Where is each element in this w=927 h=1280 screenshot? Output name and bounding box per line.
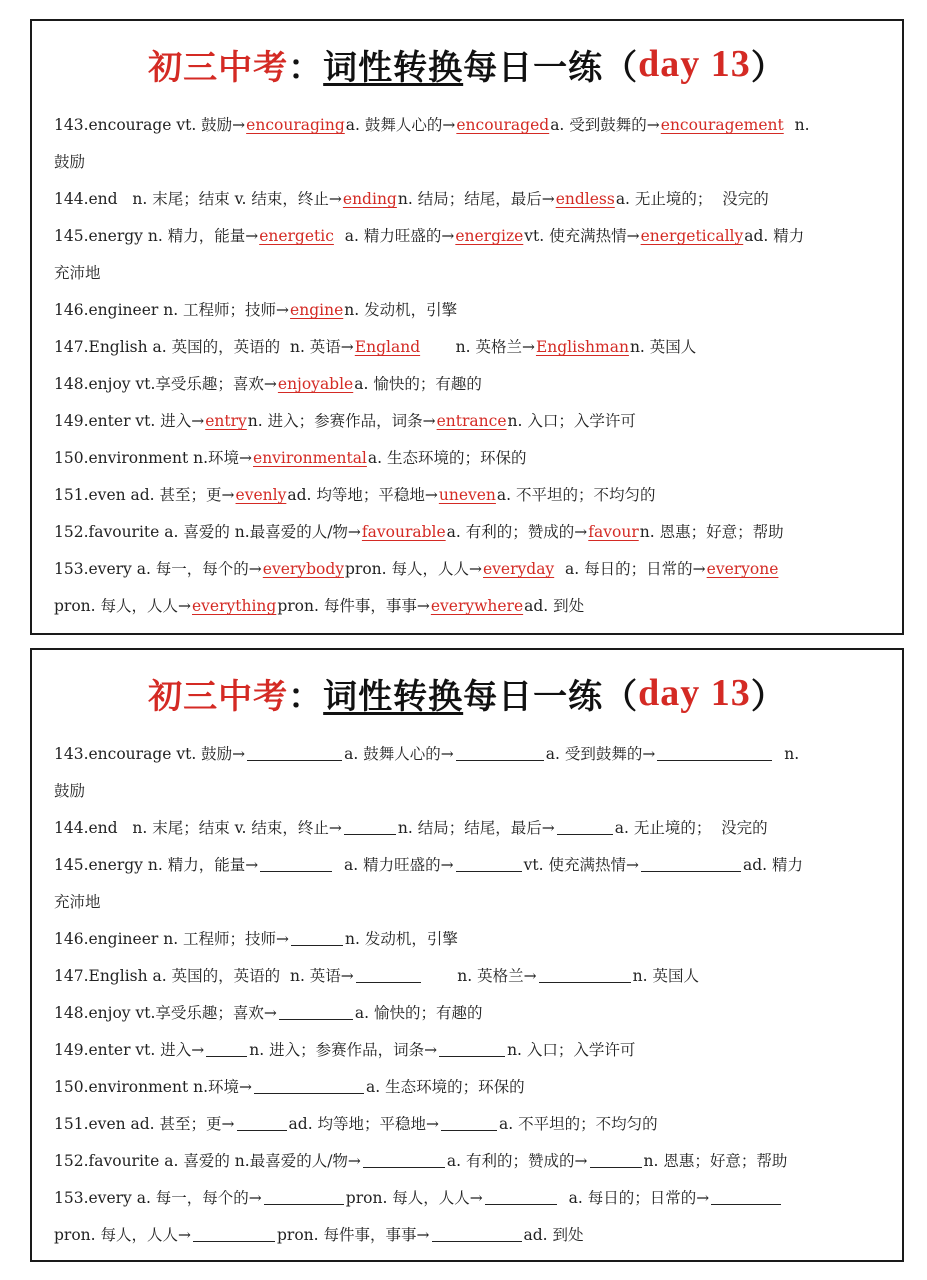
entry-text: n. 英国人: [629, 338, 697, 356]
entry-text: ad. 到处: [524, 597, 585, 615]
title-exam-label: 初三中考: [148, 676, 289, 717]
answer-blank[interactable]: [291, 930, 343, 946]
entry-text: n. 发动机，引擎: [344, 301, 458, 319]
entry-text: 150.environment n.环境→: [54, 449, 253, 467]
entry-text: a. 精力旺盛的→: [334, 856, 454, 874]
entry-text: n. 入口；入学许可: [507, 412, 636, 430]
entry-text: 143.encourage vt. 鼓励→: [54, 745, 246, 763]
entry-text: a. 每日的；日常的→: [555, 560, 706, 578]
entry-line: [54, 736, 902, 773]
entry-text: ad. 到处: [523, 1226, 584, 1244]
entry-text: 152.favourite a. 喜爱的 n.最喜爱的人/物→: [54, 523, 361, 541]
answer-word: favourable: [361, 523, 446, 541]
answer-word: uneven: [438, 486, 496, 504]
entry-text: 146.engineer n. 工程师；技师→: [54, 930, 290, 948]
entry-text: a. 愉快的；有趣的: [354, 375, 482, 393]
entry-text: 153.every a. 每一，每个的→: [54, 560, 262, 578]
answer-blank[interactable]: [247, 745, 342, 761]
title-colon: ：: [288, 47, 324, 88]
entry-text: n.: [784, 116, 810, 134]
answer-word: ending: [342, 190, 397, 208]
entry-line: [54, 255, 902, 292]
answer-blank[interactable]: [363, 1152, 445, 1168]
answer-sheet-panel: [30, 19, 904, 635]
answer-blank[interactable]: [456, 745, 544, 761]
answer-blank[interactable]: [237, 1115, 287, 1131]
entry-line: [54, 440, 902, 477]
blank-entries: [32, 736, 902, 1254]
entry-line: [54, 181, 902, 218]
entry-line: [54, 477, 902, 514]
entry-text: 149.enter vt. 进入→: [54, 412, 205, 430]
entry-text: 146.engineer n. 工程师；技师→: [54, 301, 290, 319]
entry-text: n. 恩惠；好意；帮助: [639, 523, 784, 541]
entry-line: [54, 1180, 902, 1217]
answer-word: encouraging: [246, 116, 345, 134]
answer-word: entry: [205, 412, 247, 430]
entry-line: [54, 773, 902, 810]
entry-text: a. 有利的；赞成的→: [446, 523, 588, 541]
answer-word: England: [354, 338, 421, 356]
answer-word: endless: [555, 190, 615, 208]
title-day: day 13: [638, 43, 751, 85]
entry-line: [54, 1217, 902, 1254]
entry-text: 148.enjoy vt.享受乐趣；喜欢→: [54, 1004, 277, 1022]
answer-word: energetically: [640, 227, 744, 245]
answer-blank[interactable]: [432, 1226, 522, 1242]
answer-word: encouragement: [660, 116, 784, 134]
answer-blank[interactable]: [590, 1152, 642, 1168]
entry-line: [54, 551, 902, 588]
entry-text: a. 不平坦的；不均匀的: [499, 1115, 658, 1133]
entry-line: [54, 995, 902, 1032]
title-day: day 13: [638, 672, 751, 714]
entry-text: 充沛地: [54, 893, 101, 911]
entry-text: 143.encourage vt. 鼓励→: [54, 116, 246, 134]
entry-text: pron. 每件事，事事→: [277, 1226, 430, 1244]
entry-text: n. 结局；结尾，最后→: [397, 819, 555, 837]
answer-entries: [32, 107, 902, 625]
blank-sheet-panel: [30, 648, 904, 1262]
entry-text: a. 受到鼓舞的→: [550, 116, 660, 134]
answer-word: energetic: [259, 227, 334, 245]
entry-line: [54, 1069, 902, 1106]
entry-text: 153.every a. 每一，每个的→: [54, 1189, 262, 1207]
entry-text: 145.energy n. 精力，能量→: [54, 227, 259, 245]
title-daily-practice: 每日一练: [463, 47, 604, 88]
entry-text: 150.environment n.环境→: [54, 1078, 253, 1096]
entry-text: n. 发动机，引擎: [345, 930, 458, 948]
entry-line: [54, 107, 902, 144]
entry-text: n. 恩惠；好意；帮助: [643, 1152, 788, 1170]
entry-line: [54, 1106, 902, 1143]
answer-word: enjoyable: [277, 375, 354, 393]
answer-blank[interactable]: [641, 856, 741, 872]
answer-word: Englishman: [535, 338, 629, 356]
entry-text: a. 生态环境的；环保的: [367, 449, 527, 467]
answer-word: entrance: [436, 412, 507, 430]
answer-blank[interactable]: [711, 1189, 781, 1205]
entry-text: n. 英国人: [632, 967, 699, 985]
answer-blank[interactable]: [206, 1041, 247, 1057]
entry-line: [54, 366, 902, 403]
entry-text: 145.energy n. 精力，能量→: [54, 856, 259, 874]
entry-text: a. 鼓舞人心的→: [344, 745, 454, 763]
entry-text: ad. 精力: [742, 856, 803, 874]
entry-line: [54, 292, 902, 329]
entry-text: 144.end n. 末尾；结束 v. 结束，终止→: [54, 819, 342, 837]
answer-blank[interactable]: [657, 745, 772, 761]
entry-text: 151.even ad. 甚至；更→: [54, 486, 235, 504]
entry-text: 鼓励: [54, 782, 86, 800]
entry-text: a. 生态环境的；环保的: [366, 1078, 525, 1096]
entry-text: pron. 每件事，事事→: [277, 597, 430, 615]
answer-blank[interactable]: [439, 1041, 505, 1057]
entry-text: n. 入口；入学许可: [507, 1041, 636, 1059]
answer-word: everywhere: [430, 597, 524, 615]
answer-blank[interactable]: [254, 1078, 364, 1094]
answer-word: encouraged: [456, 116, 550, 134]
answer-blank[interactable]: [356, 967, 421, 983]
entry-text: a. 愉快的；有趣的: [354, 1004, 483, 1022]
answer-blank[interactable]: [441, 1115, 497, 1131]
title-colon: ：: [288, 676, 324, 717]
entry-text: ad. 均等地；平稳地→: [287, 486, 438, 504]
entry-text: pron. 每人，人人→: [54, 1226, 191, 1244]
answer-word: everyday: [483, 560, 555, 578]
entry-line: [54, 847, 902, 884]
title-open-paren: （: [603, 47, 639, 88]
entry-line: [54, 958, 902, 995]
entry-text: pron. 每人，人人→: [345, 1189, 483, 1207]
answer-word: environmental: [253, 449, 367, 467]
title-close-paren: ）: [750, 47, 786, 88]
entry-text: a. 精力旺盛的→: [334, 227, 455, 245]
title-daily-practice: 每日一练: [463, 676, 604, 717]
answer-blank[interactable]: [193, 1226, 275, 1242]
entry-text: n. 结局；结尾，最后→: [397, 190, 555, 208]
answer-blank[interactable]: [344, 819, 396, 835]
entry-line: [54, 144, 902, 181]
entry-text: 149.enter vt. 进入→: [54, 1041, 205, 1059]
answer-blank[interactable]: [264, 1189, 344, 1205]
entry-text: n. 英格兰→: [421, 338, 535, 356]
entry-text: 152.favourite a. 喜爱的 n.最喜爱的人/物→: [54, 1152, 361, 1170]
answer-blank[interactable]: [279, 1004, 353, 1020]
entry-text: 151.even ad. 甚至；更→: [54, 1115, 235, 1133]
entry-line: [54, 921, 902, 958]
entry-text: a. 鼓舞人心的→: [345, 116, 456, 134]
entry-text: vt. 使充满热情→: [524, 227, 640, 245]
answer-blank[interactable]: [456, 856, 522, 872]
entry-line: [54, 588, 902, 625]
entry-text: 鼓励: [54, 153, 86, 171]
entry-text: n.: [774, 745, 800, 763]
title-topic: 词性转换: [323, 47, 464, 88]
entry-line: [54, 403, 902, 440]
entry-text: pron. 每人，人人→: [54, 597, 191, 615]
title-open-paren: （: [603, 676, 639, 717]
entry-text: ad. 精力: [744, 227, 805, 245]
title-topic: 词性转换: [323, 676, 464, 717]
entry-text: a. 无止境的； 没完的: [615, 190, 769, 208]
answer-word: everyone: [706, 560, 779, 578]
entry-text: 147.English a. 英国的，英语的 n. 英语→: [54, 338, 354, 356]
answer-word: energize: [455, 227, 524, 245]
worksheet-title: [32, 650, 902, 736]
entry-text: 144.end n. 末尾；结束 v. 结束，终止→: [54, 190, 342, 208]
entry-text: ad. 均等地；平稳地→: [288, 1115, 440, 1133]
answer-blank[interactable]: [557, 819, 613, 835]
title-close-paren: ）: [750, 676, 786, 717]
entry-text: 148.enjoy vt.享受乐趣；喜欢→: [54, 375, 277, 393]
entry-text: 147.English a. 英国的，英语的 n. 英语→: [54, 967, 354, 985]
entry-text: a. 不平坦的；不均匀的: [496, 486, 656, 504]
entry-text: 充沛地: [54, 264, 101, 282]
entry-text: a. 每日的；日常的→: [558, 1189, 710, 1207]
entry-line: [54, 218, 902, 255]
entry-line: [54, 514, 902, 551]
answer-word: engine: [290, 301, 344, 319]
title-exam-label: 初三中考: [148, 47, 289, 88]
entry-text: n. 英格兰→: [422, 967, 537, 985]
worksheet-title: [32, 21, 902, 107]
entry-text: a. 无止境的； 没完的: [614, 819, 768, 837]
entry-line: [54, 1143, 902, 1180]
entry-line: [54, 810, 902, 847]
entry-text: a. 受到鼓舞的→: [545, 745, 656, 763]
entry-text: n. 进入；参赛作品，词条→: [249, 1041, 438, 1059]
entry-text: a. 有利的；赞成的→: [446, 1152, 588, 1170]
answer-blank[interactable]: [260, 856, 332, 872]
answer-word: everything: [192, 597, 277, 615]
answer-blank[interactable]: [539, 967, 631, 983]
answer-word: favour: [588, 523, 639, 541]
entry-text: vt. 使充满热情→: [523, 856, 639, 874]
answer-word: everybody: [262, 560, 344, 578]
entry-line: [54, 884, 902, 921]
entry-line: [54, 329, 902, 366]
entry-text: pron. 每人，人人→: [345, 560, 482, 578]
entry-text: n. 进入；参赛作品，词条→: [247, 412, 436, 430]
answer-blank[interactable]: [485, 1189, 557, 1205]
answer-word: evenly: [235, 486, 287, 504]
entry-line: [54, 1032, 902, 1069]
